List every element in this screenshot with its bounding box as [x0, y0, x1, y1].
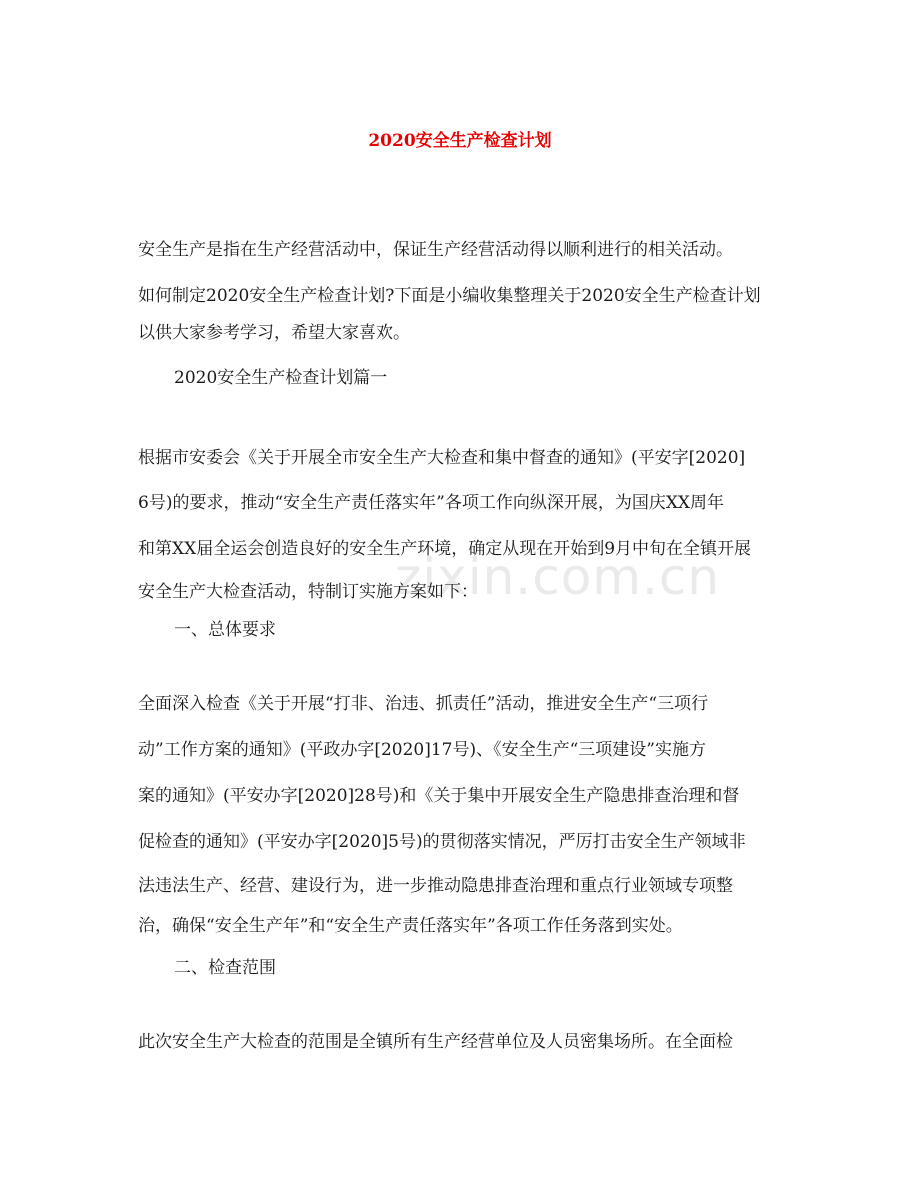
watermark: zixin.com.cn: [395, 548, 721, 606]
paragraph-line: 6号)的要求，推动“安全生产责任落实年”各项工作向纵深开展，为国庆XX周年: [138, 493, 725, 513]
paragraph-line: 法违法生产、经营、建设行为，进一步推动隐患排查治理和重点行业领域专项整: [138, 876, 733, 896]
paragraph-line: 和第XX届全运会创造良好的安全生产环境，确定从现在开始到9月中旬在全镇开展: [138, 539, 752, 559]
paragraph-line: 动”工作方案的通知》(平政办字[2020]17号)、《安全生产“三项建设”实施方: [138, 740, 706, 760]
paragraph-line: 此次安全生产大检查的范围是全镇所有生产经营单位及人员密集场所。在全面检: [138, 1032, 733, 1052]
intro-line-1: 安全生产是指在生产经营活动中，保证生产经营活动得以顺利进行的相关活动。: [138, 240, 733, 260]
paragraph-line: 促检查的通知》(平安办字[2020]5号)的贯彻落实情况，严厉打击安全生产领域非: [138, 832, 746, 852]
paragraph-line: 根据市安委会《关于开展全市安全生产大检查和集中督查的通知》(平安字[2020]: [138, 448, 746, 468]
section-heading-inspection-scope: 二、检查范围: [174, 958, 276, 978]
paragraph-line: 安全生产大检查活动，特制订实施方案如下：: [138, 582, 478, 602]
paragraph-line: 治，确保“安全生产年”和“安全生产责任落实年”各项工作任务落到实处。: [138, 916, 683, 936]
intro-line-2: 如何制定2020安全生产检查计划?下面是小编收集整理关于2020安全生产检查计划: [138, 286, 761, 306]
paragraph-line: 案的通知》(平安办字[2020]28号)和《关于集中开展安全生产隐患排查治理和督: [138, 786, 740, 806]
document-title: 2020安全生产检查计划: [368, 131, 552, 151]
section-heading-part-one: 2020安全生产检查计划篇一: [174, 368, 388, 388]
paragraph-line: 全面深入检查《关于开展“打非、治违、抓责任”活动，推进安全生产“三项行: [138, 694, 709, 714]
section-heading-general-requirements: 一、总体要求: [174, 620, 276, 640]
intro-line-3: 以供大家参考学习，希望大家喜欢。: [138, 323, 410, 343]
